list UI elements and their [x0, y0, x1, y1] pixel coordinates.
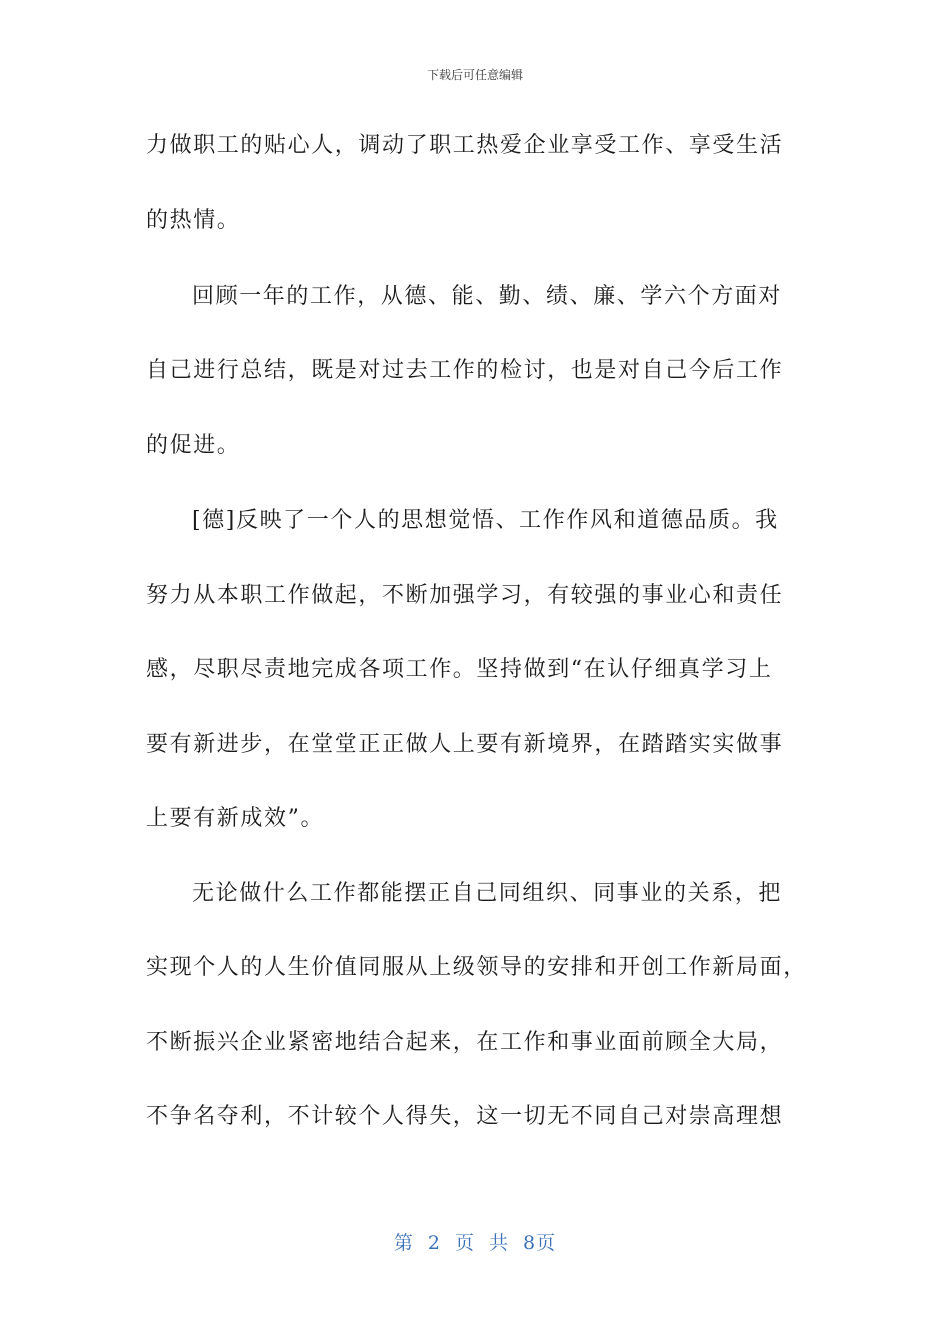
footer-page-word: 页: [454, 1232, 475, 1254]
footer-current-page: 2: [427, 1232, 441, 1254]
paragraph-3-line-2: 努力从本职工作做起，不断加强学习，有较强的事业心和责任: [146, 583, 784, 608]
paragraph-2-line-1: 回顾一年的工作，从德、能、勤、绩、廉、学六个方面对: [192, 284, 783, 309]
paragraph-4-line-1: 无论做什么工作都能摆正自己同组织、同事业的关系，把: [192, 881, 783, 906]
paragraph-3-line-3: 感，尽职尽责地完成各项工作。坚持做到“在认仔细真学习上: [146, 657, 773, 682]
paragraph-2-line-2: 自己进行总结，既是对过去工作的检讨，也是对自己今后工作: [146, 358, 784, 383]
footer-total-prefix: 共: [489, 1232, 510, 1254]
paragraph-3-line-4: 要有新进步，在堂堂正正做人上要有新境界，在踏踏实实做事: [146, 732, 784, 757]
paragraph-4-line-4: 不争名夺利，不计较个人得失，这一切无不同自己对崇高理想: [146, 1104, 784, 1129]
paragraph-3-line-5: 上要有新成效”。: [146, 806, 325, 831]
footer-total-pages: 8页: [523, 1232, 557, 1254]
paragraph-4-line-2: 实现个人的人生价值同服从上级领导的安排和开创工作新局面，: [146, 955, 807, 980]
paragraph-3-line-1: [德]反映了一个人的思想觉悟、工作作风和道德品质。我: [192, 508, 779, 533]
paragraph-4-line-3: 不断振兴企业紧密地结合起来，在工作和事业面前顾全大局，: [146, 1030, 784, 1055]
page-footer: [0, 1228, 950, 1255]
paragraph-1-line-1: 力做职工的贴心人，调动了职工热爱企业享受工作、享受生活: [146, 133, 784, 158]
footer-prefix: 第: [393, 1232, 414, 1254]
paragraph-2-line-3: 的促进。: [146, 433, 241, 458]
page-header-note: 下载后可任意编辑: [426, 68, 523, 82]
paragraph-1-line-2: 的热情。: [146, 208, 241, 233]
